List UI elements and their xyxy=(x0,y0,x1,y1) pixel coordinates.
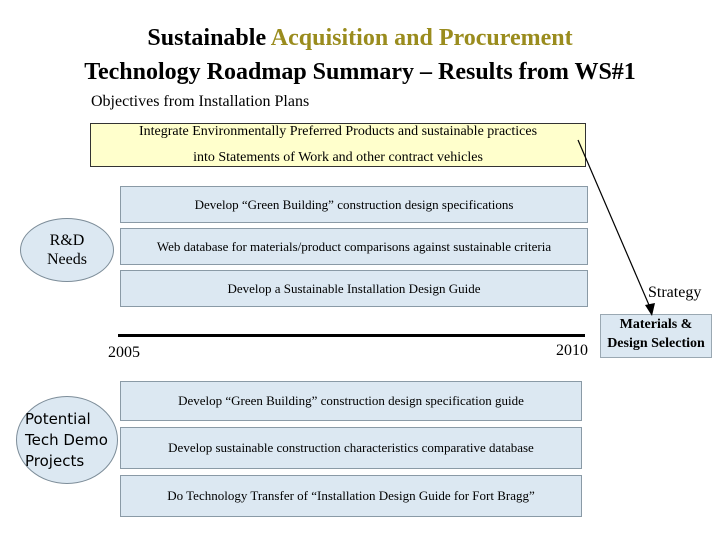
demo-project-2: Develop sustainable construction characteristics comparative database xyxy=(120,427,582,469)
title-acquisition: Acquisition and Procurement xyxy=(270,25,573,51)
tech-demo-label: Potential Tech Demo Projects xyxy=(25,409,108,470)
objective-line2: into Statements of Work and other contract vehicles xyxy=(193,150,483,165)
tech-demo-oval xyxy=(16,396,118,484)
timeline-end: 2010 xyxy=(556,342,588,359)
page-title-line2: Technology Roadmap Summary – Results from WS#1 xyxy=(84,59,636,85)
rd-need-1: Develop “Green Building” construction design specifications xyxy=(120,186,588,223)
rd-need-3: Develop a Sustainable Installation Design Guide xyxy=(120,270,588,307)
materials-label: Materials & Design Selection xyxy=(607,317,705,351)
arrow-line xyxy=(578,140,652,312)
demo-project-3: Do Technology Transfer of “Installation Design Guide for Fort Bragg” xyxy=(120,475,582,517)
title-sustainable: Sustainable xyxy=(147,25,267,51)
rd-need-2: Web database for materials/product comparisons against sustainable criteria xyxy=(120,228,588,265)
rd-needs-label: R&D Needs xyxy=(47,232,87,268)
demo-project-1: Develop “Green Building” construction design specification guide xyxy=(120,381,582,421)
arrow-head xyxy=(645,303,655,316)
objectives-label: Objectives from Installation Plans xyxy=(91,93,310,110)
timeline-line xyxy=(118,334,585,337)
objective-line1: Integrate Environmentally Preferred Products and sustainable practices xyxy=(138,124,538,139)
timeline-start: 2005 xyxy=(108,344,140,361)
strategy-label: Strategy xyxy=(648,284,702,301)
